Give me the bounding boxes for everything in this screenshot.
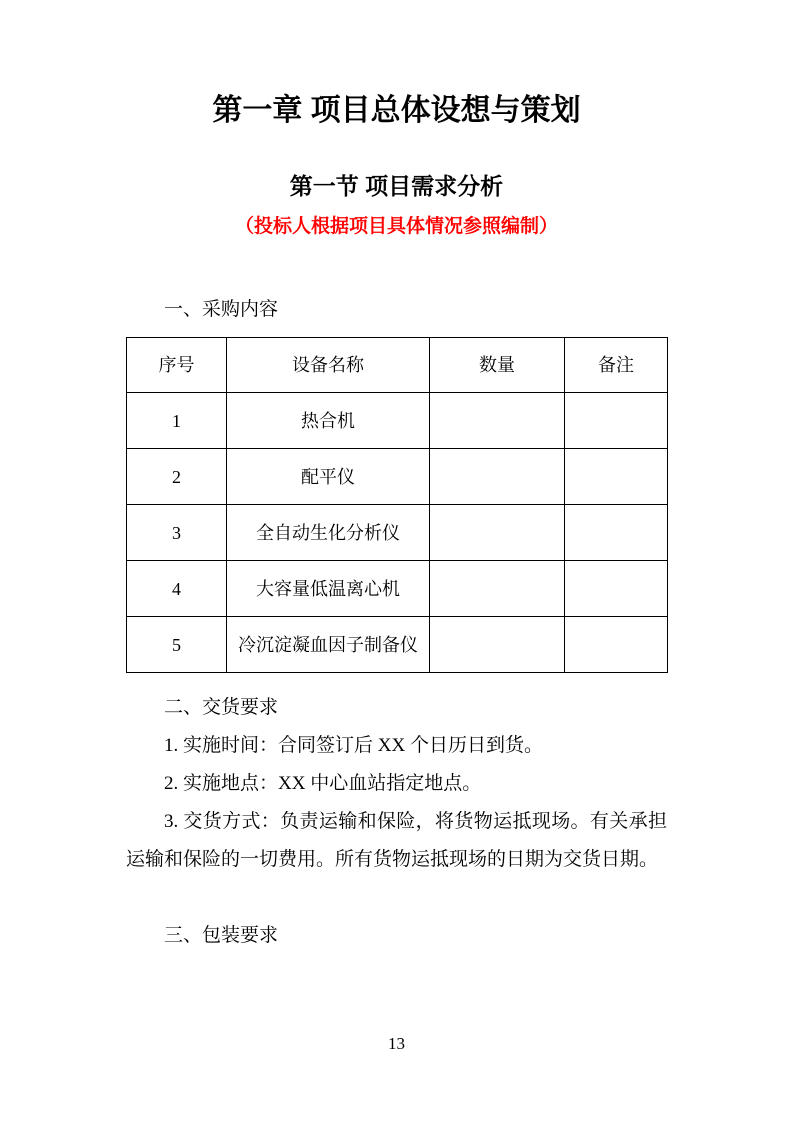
red-note: （投标人根据项目具体情况参照编制） <box>234 216 558 238</box>
cell-name: 大容量低温离心机 <box>227 561 430 617</box>
cell-name: 冷沉淀凝血因子制备仪 <box>227 617 430 673</box>
cell-index: 4 <box>127 561 227 617</box>
cell-note <box>565 393 668 449</box>
header-cell-name: 设备名称 <box>227 338 430 393</box>
table-row <box>127 505 668 561</box>
header-cell-note: 备注 <box>565 338 668 393</box>
cell-qty <box>430 449 565 505</box>
cell-qty <box>430 617 565 673</box>
cell-name: 全自动生化分析仪 <box>227 505 430 561</box>
page-number: 13 <box>388 1034 405 1053</box>
cell-qty <box>430 561 565 617</box>
procurement-heading: 一、采购内容 <box>164 299 279 320</box>
delivery-item-1: 1. 实施时间：合同签订后 XX 个日历日到货。 <box>164 735 543 756</box>
cell-name: 热合机 <box>227 393 430 449</box>
table-row <box>127 617 668 673</box>
cell-name: 配平仪 <box>227 449 430 505</box>
header-cell-index: 序号 <box>127 338 227 393</box>
table-row <box>127 449 668 505</box>
table-row <box>127 561 668 617</box>
cell-index: 5 <box>127 617 227 673</box>
cell-qty <box>430 505 565 561</box>
cell-index: 1 <box>127 393 227 449</box>
table-header-row <box>127 338 668 393</box>
section-title: 第一节 项目需求分析 <box>289 172 504 199</box>
delivery-item-2: 2. 实施地点：XX 中心血站指定地点。 <box>164 773 482 794</box>
document-body <box>126 291 667 955</box>
procurement-table <box>126 337 668 673</box>
delivery-heading: 二、交货要求 <box>164 697 279 718</box>
cell-note <box>565 449 668 505</box>
cell-note <box>565 561 668 617</box>
packaging-heading: 三、包装要求 <box>164 925 279 946</box>
delivery-item-3: 3. 交货方式：负责运输和保险，将货物运抵现场。有关承担运输和保险的一切费用。所有货物运抵现场的日期为交货日期。 <box>126 811 667 870</box>
cell-note <box>565 617 668 673</box>
cell-qty <box>430 393 565 449</box>
cell-note <box>565 505 668 561</box>
header-cell-qty: 数量 <box>430 338 565 393</box>
table-row <box>127 393 668 449</box>
chapter-title: 第一章 项目总体设想与策划 <box>212 94 581 127</box>
cell-index: 3 <box>127 505 227 561</box>
cell-index: 2 <box>127 449 227 505</box>
